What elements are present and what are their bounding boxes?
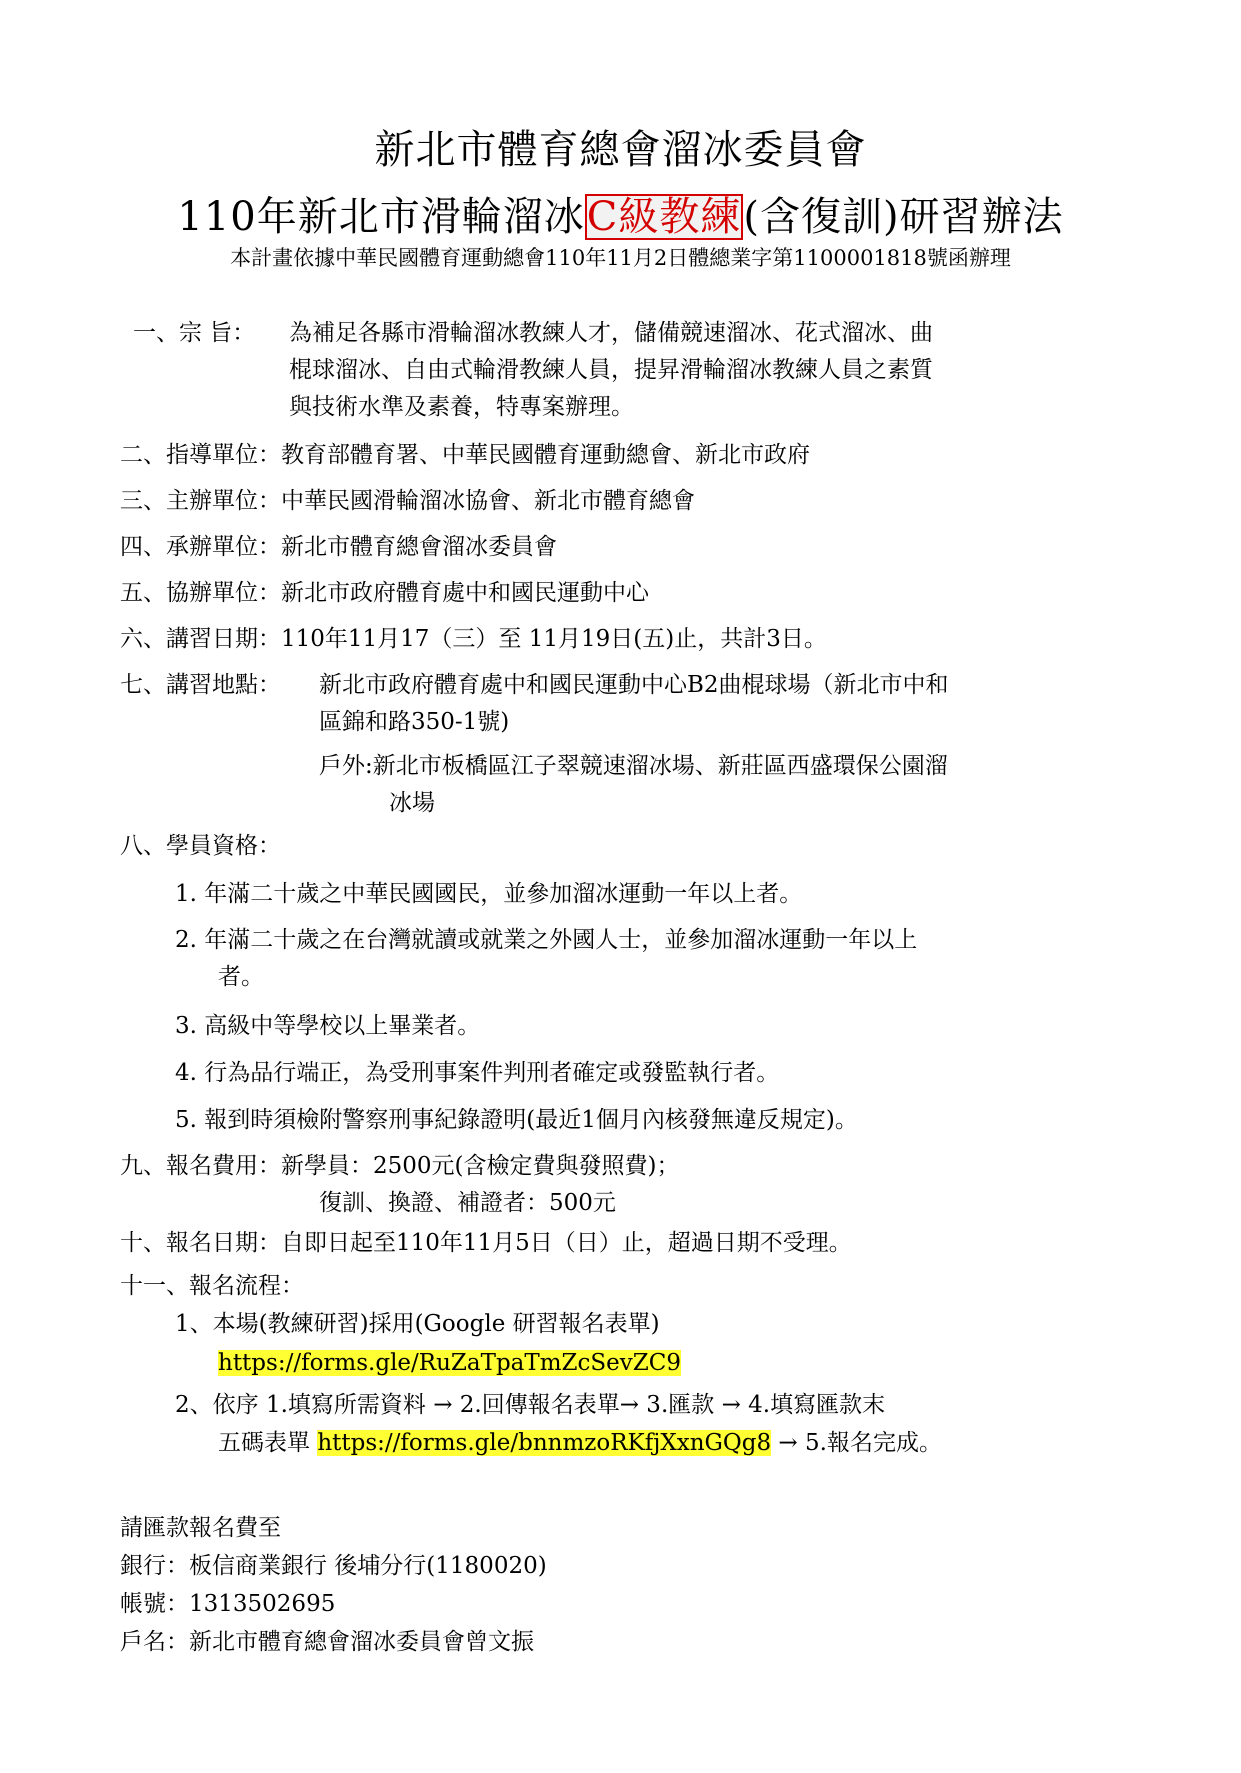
section-8: 八、學員資格： [120, 833, 281, 859]
section-6: 六、講習日期：110年11月17（三）至 11月19日(五)止，共計3日。 [120, 626, 827, 652]
section-7-label: 七、講習地點： [120, 672, 281, 698]
section-4: 四、承辦單位：新北市體育總會溜冰委員會 [120, 534, 557, 560]
step-2-prefix: 五碼表單 [218, 1430, 318, 1456]
subtitle-part-1: 110年新北市滑輪溜冰 [177, 194, 585, 240]
registration-form-link[interactable]: https://forms.gle/RuZaTpaTmZcSevZC9 [218, 1350, 681, 1376]
section-1-line-2: 棍球溜冰、自由式輪滑教練人員，提昇滑輪溜冰教練人員之素質 [289, 357, 933, 383]
section-7-outdoor-2: 冰場 [389, 790, 435, 816]
payment-heading: 請匯款報名費至 [120, 1515, 281, 1541]
subtitle-part-2: (含復訓)研習辦法 [743, 194, 1064, 240]
section-8-item-4: 4. 行為品行端正，為受刑事案件判刑者確定或發監執行者。 [175, 1060, 780, 1086]
section-11-link-1-row [218, 1343, 681, 1383]
section-8-item-1: 1. 年滿二十歲之中華民國國民，並參加溜冰運動一年以上者。 [175, 881, 803, 907]
subtitle-highlight: C級教練 [586, 194, 742, 240]
section-3: 三、主辦單位：中華民國滑輪溜冰協會、新北市體育總會 [120, 488, 695, 514]
document-title: 新北市體育總會溜冰委員會 [374, 127, 867, 173]
payment-holder: 戶名：新北市體育總會溜冰委員會曾文振 [120, 1629, 534, 1655]
document-basis: 本計畫依據中華民國體育運動總會110年11月2日體總業字第1100001818號函辦理 [230, 246, 1011, 270]
section-1-label: 一、宗 旨： [133, 320, 256, 346]
document-subtitle [0, 185, 1241, 242]
section-7-line-2: 區錦和路350-1號) [319, 709, 510, 735]
section-9-line-1: 九、報名費用：新學員：2500元(含檢定費與發照費)； [120, 1153, 680, 1179]
section-8-item-3: 3. 高級中等學校以上畢業者。 [175, 1013, 481, 1039]
section-11-step-2-cont [218, 1423, 942, 1463]
section-5: 五、協辦單位：新北市政府體育處中和國民運動中心 [120, 580, 649, 606]
section-8-item-2-cont: 者。 [218, 964, 264, 990]
step-2-suffix: → 5.報名完成。 [771, 1430, 942, 1456]
payment-account: 帳號：1313502695 [120, 1591, 336, 1617]
section-11: 十一、報名流程： [120, 1273, 304, 1299]
section-7-line-1: 新北市政府體育處中和國民運動中心B2曲棍球場（新北市中和 [319, 672, 949, 698]
section-11-step-2: 2、依序 1.填寫所需資料 → 2.回傳報名表單→ 3.匯款 → 4.填寫匯款末 [175, 1392, 886, 1418]
section-1-line-1: 為補足各縣市滑輪溜冰教練人才，儲備競速溜冰、花式溜冰、曲 [289, 320, 933, 346]
section-8-item-2: 2. 年滿二十歲之在台灣就讀或就業之外國人士，並參加溜冰運動一年以上 [175, 927, 918, 953]
section-7-outdoor-1: 戶外:新北市板橋區江子翠競速溜冰場、新莊區西盛環保公園溜 [319, 753, 948, 779]
payment-bank: 銀行：板信商業銀行 後埔分行(1180020) [120, 1553, 547, 1579]
section-2: 二、指導單位：教育部體育署、中華民國體育運動總會、新北市政府 [120, 442, 810, 468]
remittance-form-link[interactable]: https://forms.gle/bnnmzoRKfjXxnGQg8 [317, 1430, 772, 1456]
section-9-line-2: 復訓、換證、補證者：500元 [319, 1190, 616, 1216]
section-11-step-1: 1、本場(教練研習)採用(Google 研習報名表單) [175, 1311, 660, 1337]
section-1-line-3: 與技術水準及素養，特專案辦理。 [289, 394, 634, 420]
section-10: 十、報名日期：自即日起至110年11月5日（日）止，超過日期不受理。 [120, 1230, 852, 1256]
section-8-item-5: 5. 報到時須檢附警察刑事紀錄證明(最近1個月內核發無違反規定)。 [175, 1107, 858, 1133]
